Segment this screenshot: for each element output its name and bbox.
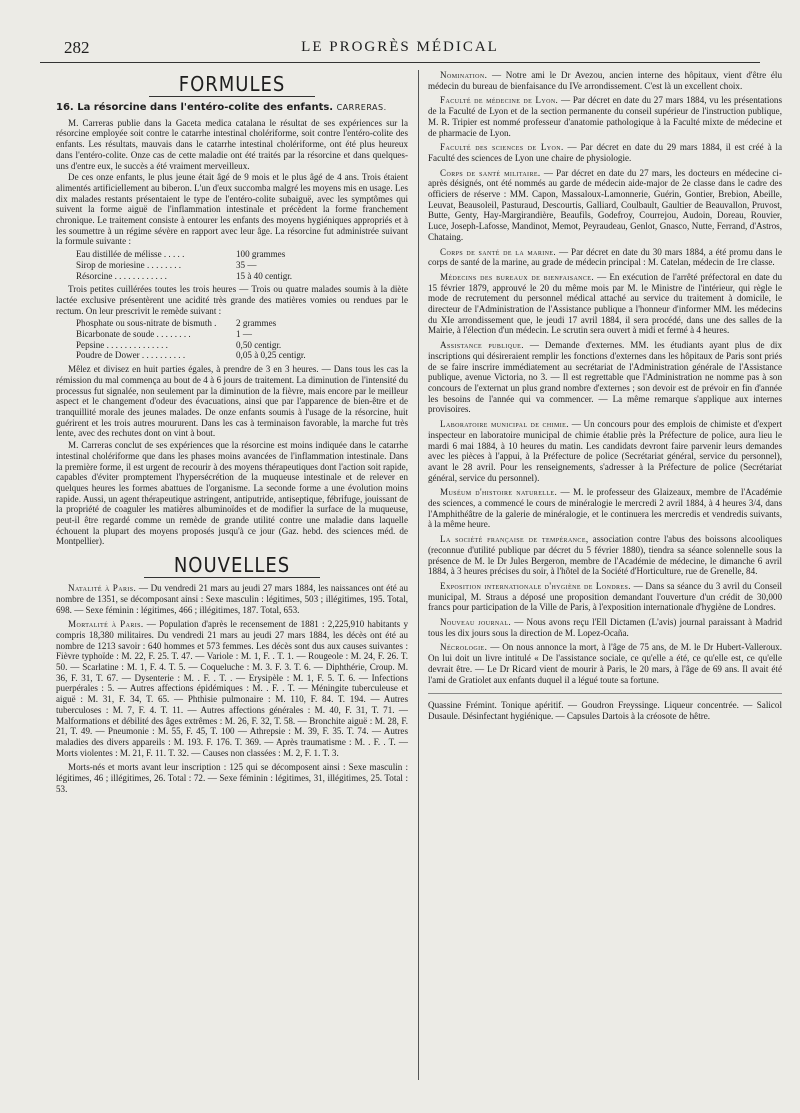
news-item-text: — En exécution de l'arrêté préfectoral en date du 15 février 1879, approuvé le 20 du même mois par M. le Ministre de l'intérieur, qui règle le mode de recrutement du personnel médical attaché au service du traitement à domicile, le directeur de l'Administration de l'Assistance publique a l'honneur d'informer MM. les médecins du XIe arrondissement que, le jeudi 17 avril 1884, il sera procédé, dans une des salles de la Mairie, à l'élection d'un médecin. Le scrutin sera ouvert à midi et fermé à 4 heures. [428, 271, 783, 336]
news-item-text: — Par décret en date du 30 mars 1884, a été promu dans le corps de santé de la marine, au grade de médecin principal : M. Catelan, médecin de 1re classe. [428, 246, 782, 268]
news-item-head: Muséum d'histoire naturelle. [440, 487, 558, 498]
formules-title: FORMULES [149, 72, 316, 97]
news-item-text: — Population d'après le recensement de 1881 : 2,225,910 habitants y compris 18,380 militaires. Du vendredi 21 mars au jeudi 27 mars 1884, les décès ont été au nombre de 1213 savoir : 640 hommes et 573 femmes. Les décès sont dus aux causes suivantes : Fièvre typhoïde : M. 22, F. 25. T. 47. — Variole : M. 1, F. . T. 1. — Rougeole : M. 24, F. 26. T. 50. — Scarlatine : M. 1, F. 4. T. 5. — Coqueluche : M. 3. F. 3. T. 6. — Diphthérie, Croup. M. 36, F. 31, T. 67. — Dysenterie : M. . F. . T. . — Erysipèle : M. 1, F. 5. T. 6. — Infections puerpérales : 5. — Autres affections épidémiques : M. . F. . T. — Méningite tuberculeuse et aiguë : M. 31, F. 34, T. 65. — Phthisie pulmonaire : M. 110, F. 84. T. 194. — Autres tuberculoses : M. 7, F. 4. T. 11. — Autres affections générales : M. 40, F. 31, T. 71. — Malformations et débilité des âges extrêmes : M. 26, F. 32, T. 58. — Bronchite aiguë : M. 28, F. 21, T. 49. — Pneumonie : M. 55, F. 45, T. 100 — Athrepsie : M. 39, F. 35. T. 74. — Autres maladies des divers appareils : M. 193. F. 176. T. 369. — Après traumatisme : M. . F. . T. — Morts violentes : M. 21, F. 11. T. 32. — Causes non classées : M. 2, F. 1. T. 3. [56, 619, 408, 758]
page-number: 282 [64, 38, 90, 57]
formula-line [76, 260, 326, 271]
news-item-head: La société française de tempérance, [440, 534, 589, 545]
news-item-text: — Par décret en date du 27 mars, les docteurs en médecine ci-après désignés, ont été nommés au garde de médecin aide-major de 2e classe dans le cadre des officiers de réserve : MM. Capon, Massaloux-Lamonnerie, Guérin, Gontier, Brebion, Abeille, Leuvat, Beausoleil, Pasturaud, Descourtis, Galliard, Coulbault, Gaultier de Beauvallon, Pruvost, Butte, Genty, Hay-Margirandière, Beaufils, Godefroy, Courrejou, Audoin, Doreau, Rouvier, Luce, Joseph-Lafosse, Mandinot, Memot, Peyraudeau, Genlot, Gnasco, Nutte, Ferrand, d'Astros, Chataing. [428, 167, 782, 242]
news-item-head: Natalité à Paris. [68, 583, 137, 594]
news-item-head: Nécrologie. [440, 642, 488, 653]
news-item-head: Nouveau journal. [440, 617, 512, 628]
news-item-text: — Du vendredi 21 mars au jeudi 27 mars 1884, les naissances ont été au nombre de 1351, se décomposant ainsi : Sexe masculin : légitimes, 503 ; illégitimes, 195. Total, 698. — Sexe féminin : légitimes, 466 ; illégitimes, 187. Total, 653. [56, 583, 408, 615]
formula-item: Sirop de moriesine . . . . . . . . [76, 259, 182, 270]
news-item [428, 247, 782, 268]
news-item-head: Corps de santé militaire. [440, 167, 541, 178]
news-item-text: — M. le professeur des Glaizeaux, membre de l'Académie des sciences, a commencé le cours de minéralogie le mercredi 2 avril 1884, à 4 heures 3/4, dans l'Amphithéâtre de la galerie de minéralogie, et le continuera les mercredis et vendredis suivants, à la même heure. [428, 487, 782, 530]
news-item [428, 70, 782, 91]
news-item-text: — Notre ami le Dr Avezou, ancien interne des hôpitaux, vient d'être élu médecin du bureau de bienfaisance du IVe arrondissement. C'est là un excellent choix. [428, 70, 782, 91]
formula-item: Bicarbonate de soude . . . . . . . . [76, 329, 191, 340]
news-item-head: Exposition internationale d'hygiène de Londres. [440, 580, 631, 591]
news-item-head: Faculté de médecine de Lyon. [440, 95, 559, 106]
news-item-text: — On nous annonce la mort, à l'âge de 75 ans, de M. le Dr Hubert-Valleroux. On lui doit un livre intitulé « De l'assistance sociale, ce qu'elle a été, ce qu'elle est, ce qu'elle devrait être. — Le Dr Ricard vient de mourir à Paris, le 20 mars, à l'âge de 69 ans. Il avait été l'ami de Gratiolet aux enfants duquel il a légué toute sa fortune. [428, 642, 782, 685]
article-paragraph: Trois petites cuillérées toutes les trois heures — Trois ou quatre malades soumis à la diète lactée exclusive présentèrent une acidité très grande des matières vomies ou rendues par le rectum. On leur prescrivit le remède suivant : [56, 284, 408, 316]
article-paragraph: M. Carreras conclut de ses expériences que la résorcine est moins indiquée dans le catarrhe intestinal cholériforme que dans les phases moins avancées de l'inflammation intestinale. Dans la première forme, il est urgent de recourir à des moyens thérapeutiques dont l'action soit rapide, capables d'éviter promptement l'hypersécrétion de la muqueuse intestinale et de relever en quelques heures les formes abattues de l'organisme. La seconde forme a une évolution moins rapide. Aussi, un agent thérapeutique astringent, antiputride, antiseptique, fébrifuge, jouissant de la propriété de coaguler les matières albuminoïdes et de modifier la surface de la muqueuse, peut-il être regardé comme un remède de grande utilité contre une maladie dans laquelle échouent la plupart des moyens proposés jusqu'à ce jour (Gaz. hebd. des sciences méd. de Montpellier). [56, 440, 408, 547]
formula-line [76, 271, 326, 282]
nouvelles-list [56, 583, 408, 794]
news-item [428, 487, 782, 530]
column-divider [418, 70, 419, 1080]
formula-item: Pepsine . . . . . . . . . . . . . . [76, 339, 168, 350]
formula-qty: 100 grammes [236, 249, 286, 260]
news-item [428, 142, 782, 163]
news-item [56, 762, 408, 794]
formula-item: Poudre de Dower . . . . . . . . . . [76, 350, 186, 361]
news-item [428, 95, 782, 138]
news-item [428, 168, 782, 243]
formula-qty: 0,50 centigr. [236, 339, 282, 350]
article-number: 16. [56, 102, 74, 113]
formula-item: Résorcine . . . . . . . . . . . . [76, 270, 167, 281]
formula-item: Phosphate ou sous-nitrate de bismuth . [76, 318, 217, 329]
article-paragraph: M. Carreras publie dans la Gaceta medica catalana le résultat de ses expériences sur la résorcine employée soit contre le catarrhe intestinal cholériforme, soit contre l'entéro-colite des enfants. Les résultats, mauvais dans le catarrhe intestinal cholériforme, ont été plus heureux dans l'entéro-colite. Onze cas de cette maladie ont été traités par la résorcine et dans quelques-uns d'entre eux, le succès a été vraiment merveilleux. [56, 117, 408, 171]
formula-qty: 35 — [236, 259, 257, 270]
news-item-head: Laboratoire municipal de chimie. [440, 419, 569, 430]
page-header [40, 38, 760, 63]
formula-line [76, 318, 326, 329]
formula-line [76, 350, 326, 361]
formula-1 [76, 249, 326, 281]
news-item-text: — Dans sa séance du 3 avril du Conseil municipal, M. Straus a déposé une proposition demandant l'ouverture d'un crédit de 30,000 francs pour participation de la Ville de Paris, à l'exposition internationale d'hygiène de Londres. [428, 580, 782, 613]
news-item-head: Assistance publique. [440, 340, 524, 351]
journal-title: LE PROGRÈS MÉDICAL [301, 39, 499, 55]
article-paragraph: Mêlez et divisez en huit parties égales, à prendre de 3 en 3 heures. — Dans tous les cas la rémission du mal commença au bout de 4 à 6 jours de traitement. La diminution de l'intensité du processus fut signalée, non seulement par la diminution de la fièvre, mais encore par le meilleur aspect et le changement d'odeur des évacuations, ainsi que par l'apparence de bien-être et de tranquillité morale des jeunes malades. De onze enfants soumis à l'usage de la résorcine, huit guérirent et les trois autres moururent. Dans les cas à terminaison favorable, la marche fut très lente, avec des rechutes dont on vint à bout. [56, 364, 408, 439]
news-item-text: — Demande d'externes. MM. les étudiants ayant plus de dix inscriptions qui désireraient remplir les fonctions d'externes dans les hôpitaux de Paris sont priés de se faire inscrire immédiatement au secrétariat de l'Administration générale de l'Assistance publique, avenue Victoria, no 3. — Il est regrettable que l'Administration ne nomme pas à son concours de l'externat un plus grand nombre d'externes ; son devoir est de prévoir en fin d'année les besoins de l'année qui va commencer. — La même remarque s'applique aux internes provisoires. [428, 340, 783, 415]
formules-heading [56, 72, 408, 97]
news-item [428, 617, 782, 638]
formula-qty: 0,05 à 0,25 centigr. [236, 350, 306, 361]
article-title-text: La résorcine dans l'entéro-colite des enfants. [77, 102, 334, 113]
formula-2 [76, 318, 326, 361]
article-title [56, 103, 408, 114]
news-item-head: Médecins des bureaux de bienfaisance. [440, 271, 595, 282]
news-item-text: — Par décret en date du 29 mars 1884, il est créé à la Faculté des sciences de Lyon une chaire de physiologie. [428, 142, 782, 163]
news-item [428, 340, 782, 415]
news-item [428, 419, 782, 483]
news-item [428, 581, 782, 613]
advertisement-text: Quassine Frémint. Tonique apéritif. — Goudron Freyssinge. Liqueur concentrée. — Salicol Dusaule. Désinfectant hygiénique. — Capsules Dartois à la créosote de hêtre. [428, 700, 782, 721]
formula-line [76, 249, 326, 260]
news-item [56, 583, 408, 615]
nouvelles-heading [56, 553, 408, 578]
article-paragraph: De ces onze enfants, le plus jeune était âgé de 9 mois et le plus âgé de 4 ans. Trois étaient alimentés artificiellement au biberon. L'un d'eux succomba malgré les moyens mis en usage. Les dix malades restants présentaient le type de l'entéro-colite subaiguë, avec les symptômes qui suivent la forme aiguë de l'inflammation intestinale et précèdent la forme franchement chronique. Le traitement consiste à entourer les enfants des moyens hygiéniques appropriés et à les soumettre à un régime sévère en rapport avec leur âge. La résorcine fut administrée suivant la formule suivante : [56, 172, 409, 247]
advertisement-box [428, 693, 782, 721]
formula-qty: 1 — [236, 329, 252, 340]
news-item-head: Corps de santé de la marine. [440, 246, 557, 257]
news-item-text: — Un concours pour des emplois de chimiste et d'expert inspecteur en laboratoire municipal de chimie établie près la Préfecture de police, aura lieu le mardi 6 mai 1884, à 10 heures du matin. Les candidats devront faire parvenir leurs demandes avec les pièces à l'appui, à la Préfecture de police (Secrétariat général, service du personnel), avant le 28 avril. Pour les renseignements, s'adresser à la Préfecture de police (Secrétariat général, service du personnel). [428, 419, 782, 483]
news-item-text: — Par décret en date du 27 mars 1884, vu les présentations de la Faculté de Lyon et de la section permanente du conseil supérieur de l'instruction publique, M. R. Tripier est nommé professeur d'anatomie pathologique à la Faculté mixte de médecine et de pharmacie de Lyon. [428, 95, 782, 138]
right-column [428, 70, 782, 726]
news-item-head: Nomination. [440, 70, 488, 80]
news-item-head: Mortalité à Paris. [68, 619, 144, 630]
news-item [428, 534, 782, 577]
formula-item: Eau distillée de mélisse . . . . . [76, 249, 185, 260]
formula-line [76, 329, 326, 340]
left-column [56, 70, 408, 798]
news-item [428, 642, 782, 685]
formula-qty: 2 grammes [236, 318, 277, 329]
formula-qty: 15 à 40 centigr. [236, 270, 293, 281]
news-item-text: association contre l'abus des boissons alcooliques (reconnue d'utilité publique par décret du 5 février 1880), tiendra sa séance solennelle sous la présence de M. le Dr Jules Bergeron, membre de l'Académie de médecine, le dimanche 6 avril 1884, à 3 heures précises du soir, à l'hôtel de la Société d'Horticulture, rue de Grenelle, 84. [428, 534, 782, 577]
news-item-text: Morts-nés et morts avant leur inscription : 125 qui se décomposent ainsi : Sexe masculin : légitimes, 46 ; illégitimes, 26. Total : 72. — Sexe féminin : légitimes, 31, illégitimes, 25. Total : 53. [56, 762, 408, 794]
news-item-head: Faculté des sciences de Lyon. [440, 142, 564, 153]
news-item [428, 272, 782, 336]
formula-line [76, 340, 326, 351]
nouvelles-title: NOUVELLES [144, 553, 320, 578]
article-author: CARRERAS. [336, 103, 387, 112]
news-item-text: — Nous avons reçu l'Ell Dictamen (L'avis) journal paraissant à Madrid tous les dix jours sous la direction de M. Lopez-Ocaña. [428, 617, 782, 638]
news-item [56, 619, 408, 758]
